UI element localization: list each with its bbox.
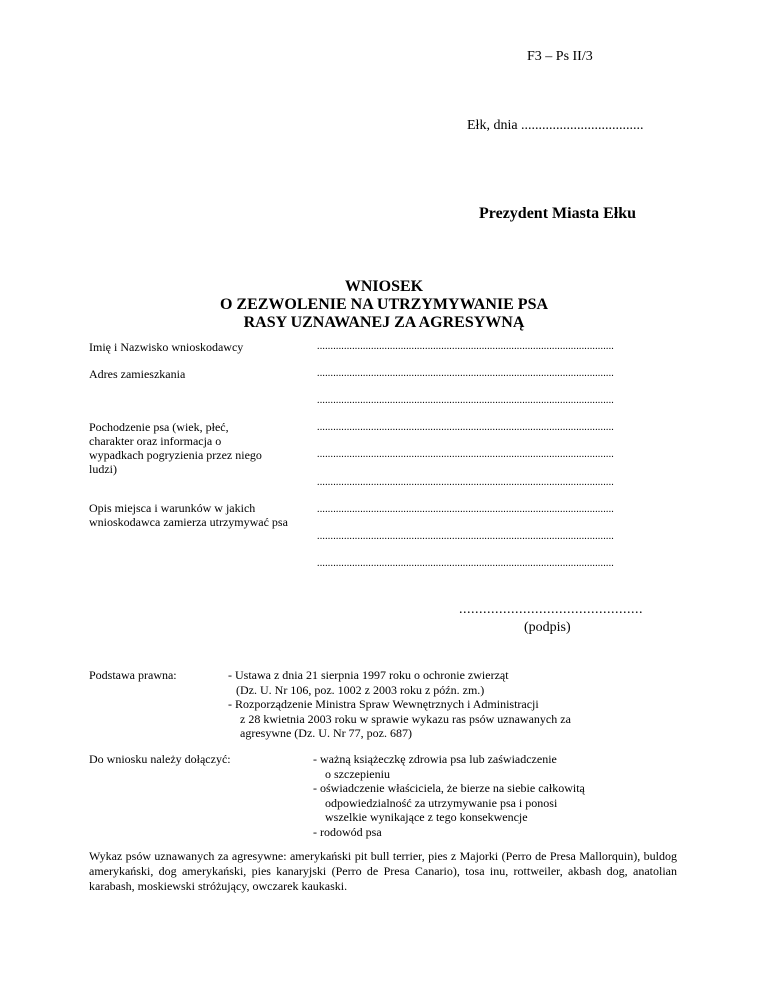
attachments-label: Do wniosku należy dołączyć:	[89, 752, 231, 766]
legal-item: agresywne (Dz. U. Nr 77, poz. 687)	[240, 726, 412, 740]
legal-item: - Ustawa z dnia 21 sierpnia 1997 roku o ochronie zwierząt	[228, 668, 509, 682]
origin-field-3[interactable]: ..............................................................................................................	[317, 477, 614, 488]
legal-basis-label: Podstawa prawna:	[89, 668, 177, 682]
title-line-2: O ZEZWOLENIE NA UTRZYMYWANIE PSA	[219, 296, 549, 313]
attachment-item: odpowiedzialność za utrzymywanie psa i ponosi	[325, 795, 558, 810]
breeds-note: Wykaz psów uznawanych za agresywne: amerykański pit bull terrier, pies z Majorki (Perro de Presa Mallorquin), buldog amerykański, dog amerykański, pies kanaryjski (Perro de Presa Canario), tosa inu, rottweiler, akbash dog, anatolian karabash, moskiewski stróżujący, owczarek kaukaski.	[89, 849, 677, 893]
signature-caption: (podpis)	[524, 620, 571, 635]
recipient: Prezydent Miasta Ełku	[479, 205, 637, 222]
attachment-item: - oświadczenie właściciela, że bierze na siebie całkowitą	[313, 781, 585, 795]
origin-label: Pochodzenie psa (wiek, płeć, charakter oraz informacja o wypadkach pogryzienia przez niego ludzi)	[89, 420, 262, 476]
legal-item: z 28 kwietnia 2003 roku w sprawie wykazu ras psów uznawanych za	[240, 711, 571, 726]
legal-item: - Rozporządzenie Ministra Spraw Wewnętrznych i Administracji	[228, 697, 539, 711]
name-field[interactable]: ..............................................................................................................	[317, 341, 614, 352]
name-label: Imię i Nazwisko wnioskodawcy	[89, 340, 244, 354]
place-field-1[interactable]: ..............................................................................................................	[317, 504, 614, 515]
address-label: Adres zamieszkania	[89, 367, 186, 381]
origin-field-2[interactable]: ..............................................................................................................	[317, 449, 614, 460]
address-field-1[interactable]: ..............................................................................................................	[317, 368, 614, 379]
place-label: Opis miejsca i warunków w jakich wnioskodawca zamierza utrzymywać psa	[89, 501, 288, 529]
title-line-1: WNIOSEK	[344, 278, 424, 295]
date-line: Ełk, dnia ...................................	[467, 118, 644, 133]
attachment-item: o szczepieniu	[325, 766, 390, 781]
legal-basis-list	[228, 668, 648, 741]
attachment-item: - rodowód psa	[313, 824, 382, 839]
address-field-2[interactable]: ..............................................................................................................	[317, 395, 614, 406]
place-field-3[interactable]: ..............................................................................................................	[317, 558, 614, 569]
form-code: F3 – Ps II/3	[527, 49, 593, 64]
attachment-item: - ważną książeczkę zdrowia psa lub zaświadczenie	[313, 752, 557, 766]
place-field-2[interactable]: ..............................................................................................................	[317, 531, 614, 542]
title-line-3: RASY UZNAWANEJ ZA AGRESYWNĄ	[243, 314, 525, 331]
signature-line[interactable]: ..............................................	[459, 602, 643, 617]
attachments-list	[313, 752, 673, 839]
legal-item: (Dz. U. Nr 106, poz. 1002 z 2003 roku z późn. zm.)	[236, 682, 485, 697]
attachment-item: wszelkie wynikające z tego konsekwencje	[325, 810, 528, 824]
origin-field-1[interactable]: ..............................................................................................................	[317, 422, 614, 433]
